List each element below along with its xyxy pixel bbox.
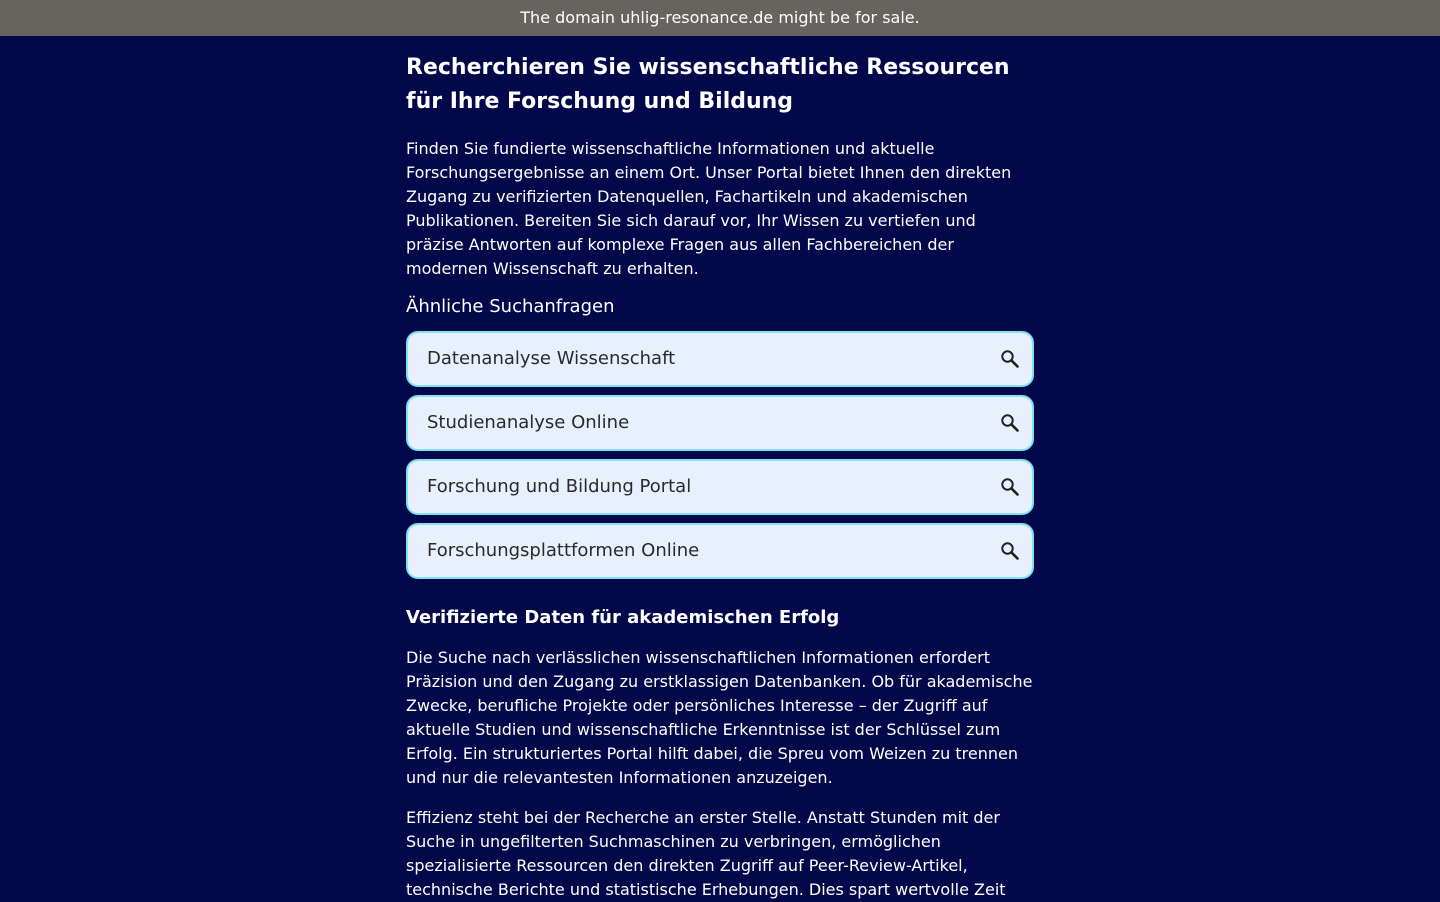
related-search-item[interactable] (406, 523, 1034, 579)
body-paragraph: Effizienz steht bei der Recherche an erster Stelle. Anstatt Stunden mit der Suche in ungefilterten Suchmaschinen zu verbringen, ermöglichen spezialisierte Ressourcen den direkten Zugriff auf Peer-Review-Artikel, technische Berichte und statistische Erhebungen. Dies spart wertvolle Zeit (406, 808, 1006, 899)
intro-paragraph: Finden Sie fundierte wissenschaftliche Informationen und aktuelle Forschungsergebnisse an einem Ort. Unser Portal bietet Ihnen den direkten Zugang zu verifizierten Datenquellen, Fachartikeln und akademischen Publikationen. Bereiten Sie sich darauf vor, Ihr Wissen zu vertiefen und präzise Antworten auf komplexe Fragen aus allen Fachbereichen der modernen Wissenschaft zu erhalten. (406, 139, 1012, 278)
search-icon (1000, 541, 1020, 561)
related-search-item[interactable] (406, 459, 1034, 515)
page-title: Recherchieren Sie wissenschaftliche Ressourcen für Ihre Forschung und Bildung (406, 55, 1010, 114)
related-search-label: Datenanalyse Wissenschaft (427, 348, 676, 369)
section-heading: Verifizierte Daten für akademischen Erfolg (406, 607, 840, 628)
search-icon (1000, 413, 1020, 433)
domain-sale-banner[interactable]: The domain uhlig-resonance.de might be for sale. (0, 0, 1440, 36)
related-search-label: Forschung und Bildung Portal (427, 476, 692, 497)
search-icon (1000, 349, 1020, 369)
related-search-label: Studienanalyse Online (427, 412, 630, 433)
related-searches-heading: Ähnliche Suchanfragen (406, 296, 615, 317)
main-content (406, 36, 1034, 902)
related-search-item[interactable] (406, 395, 1034, 451)
related-searches-list (406, 331, 1034, 579)
related-search-label: Forschungsplattformen Online (427, 540, 700, 561)
body-paragraph: Die Suche nach verlässlichen wissenschaftlichen Informationen erfordert Präzision und den Zugang zu erstklassigen Datenbanken. Ob für akademische Zwecke, berufliche Projekte oder persönliches Interesse – der Zugriff auf aktuelle Studien und wissenschaftliche Erkenntnisse ist der Schlüssel zum Erfolg. Ein strukturiertes Portal hilft dabei, die Spreu vom Weizen zu trennen und nur die relevantesten Informationen anzuzeigen. (406, 648, 1033, 787)
related-search-item[interactable] (406, 331, 1034, 387)
search-icon (1000, 477, 1020, 497)
